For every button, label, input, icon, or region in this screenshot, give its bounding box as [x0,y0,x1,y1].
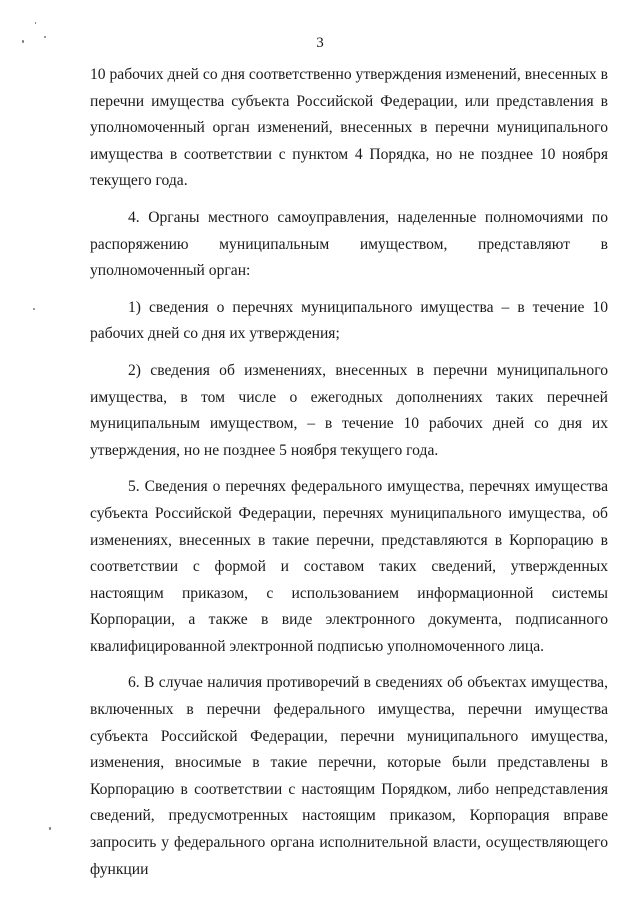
paragraph-item-6: 6. В случае наличия противоречий в сведениях об объектах имущества, включенных в перечни федерального имущества, перечни имущества субъекта Российской Федерации, перечни муниципального имущества, изменения, вносимые в такие перечни, которые были представлены в Корпорацию в соответствии с настоящим Порядком, либо непредставления сведений, предусмотренных настоящим приказом, Корпорация вправе запросить у федерального органа исполнительной власти, осуществляющего функции [90,674,608,878]
paragraph-item-5: 5. Сведения о перечнях федерального имущества, перечнях имущества субъекта Российской Федерации, перечнях муниципального имущества, об изменениях, внесенных в такие перечни, представляются в Корпорацию в соответствии с формой и составом таких сведений, утвержденных настоящим приказом, с использованием информационной системы Корпорации, а также в виде электронного документа, подписанного квалифицированной электронной подписью уполномоченного лица. [90,478,608,655]
paragraph-continuation: 10 рабочих дней со дня соответственно утверждения изменений, внесенных в перечни имущества субъекта Российской Федерации, или представления в уполномоченный орган изменений, внесенных в перечни муниципального имущества в соответствии с пунктом 4 Порядка, но не позднее 10 ноября текущего года. [90,66,608,190]
scan-speck [49,827,51,830]
page-number: 3 [316,35,324,51]
scan-speck [35,22,36,24]
document-body [90,62,608,883]
scan-speck [33,308,35,310]
paragraph-subitem-2: 2) сведения об изменениях, внесенных в перечни муниципального имущества, в том числе о ежегодных дополнениях таких перечней муниципальным имуществом, – в течение 10 рабочих дней со дня их утверждения, но не позднее 5 ноября текущего года. [90,361,608,459]
paragraph-subitem-1: 1) сведения о перечнях муниципального имущества – в течение 10 рабочих дней со дня их утверждения; [90,298,608,343]
paragraph-item-4: 4. Органы местного самоуправления, наделенные полномочиями по распоряжению муниципальным имуществом, представляют в уполномоченный орган: [90,208,608,280]
